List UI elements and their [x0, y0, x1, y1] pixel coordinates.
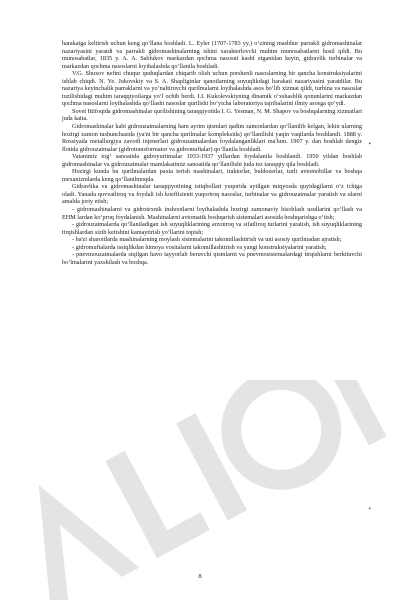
paragraph: - gidromashinalarni va gidrotexnik inshootlarni loyihalashda hozirgi zamonaviy hisoblash usullarini qo‘llash va EHM lardan ko‘proq foydalanish. Mashinalarni avtomatik boshqarish sistemalari asosida boshqarishga o‘tish; [62, 206, 362, 221]
watermark-letter-end [317, 380, 386, 446]
watermark-letter-i [176, 413, 247, 520]
paragraph: harakatga keltirish uchun keng qo‘llana boshladi. L. Eyler (1707-1783 yy.) o‘zining mashhur parrakli gidromashinalar nazariyasini yaratdi va parrakli gidromashinalarning ishini xarakterlovchi muhim munosabatlarni hosil qildi. Bu munosabatlar, 1835 y. A. A. Sablukov markazdan qochma nasosni kashf etganidan keyin, gidravlik turbinalar va markazdan qochma nasoslarni loyihalashda qo‘llanila boshladi. [62, 40, 362, 70]
paragraph: - gidrouzatmalarda qo‘llaniladigan ish suyuqliklarining arzonroq va sifatliroq turlarini yaratish, ish suyuqliklarining tirqishlardan sizib ketishini kamaytirish yo‘llarini topish; [62, 221, 362, 236]
paragraph: Sovet Ittifoqida gidromashinalar qurilishining taraqqiyotida I. G. Yesman, N. M. Shapov va boshqalarning xizmatlari juda katta. [62, 107, 362, 123]
margin-mark: • [368, 505, 371, 513]
paragraph: - gidromuftalarda issiqlikdan himoya vositalarni takomillashtirish va yangi konstruksiyalarini yaratish; [72, 243, 327, 251]
paragraph: V.G. Shuxov neftni chuqur quduqlardan chiqarib olish uchun porshenli nasoslarning bir qancha konstruksiyalarini ishlab chiqdi. N. Ye. Jukovskiy va S. A. Shapliginlar qanotlarning suyuqlikdagi harakati nazariyasini yaratdilar. Bu nazariya keyinchalik parraklarni va yo‘naltiruvchi qurilmalarni loyihalashda asos bo‘lib xizmat qildi, turbina va nasoslar tuzilishidagi muhim taraqqiyotlarga yo‘l ochib berdi. I.I. Kukolevskiyning dinamik o‘xshashlik qonunlarini markazdan qochma nasoslarni loyihalashda qo‘llashi nasoslar qurilishi bo‘yicha laboratoriya tajribalarini ilmiy asosga qo‘ydi. [62, 70, 362, 108]
watermark-letter-l [105, 451, 176, 558]
body-text [62, 40, 362, 266]
watermark-letter-o [214, 380, 349, 497]
watermark-letter-a [0, 462, 139, 600]
paragraph: Vatanimiz tog‘ sanoatida gidroyuritmalar 1933-1937 yillardan foydalanila boshlandi. 1950 yildan boshlab gidromashinalar va gidrouzatmalar mamlakatimiz sanoatida qo‘llanilishi juda tez taraqqiy qila boshladi. [62, 153, 362, 168]
paragraph: - pnevmouzatmalarda siqilgan havo tayyorlab beruvchi qismlarni va pnevmosistemalardagi tirqishlarni berkituvchi bo‘lmalarini yaxshilash va boshqa. [62, 251, 362, 266]
paragraph: Hozirgi kunda bu qurilmalardan paxta terish mashinalari, traktorlar, buldozerlar, turli avtomobillar va boshqa mexanizmlarda keng qo‘llanilmoqda. [62, 168, 362, 183]
paragraph: - ba'zi sharoitlarda mashinalarning moylash sistemalarini takomillashtirish va uni asosiy qurilmadan ajratish; [72, 236, 342, 244]
watermark-letter-l-foot [148, 512, 210, 558]
paragraph: Gidravlika va gidromashinalar taraqqiyotining istiqbollari yuqorida aytilgan miqyosda quyidagilarni o‘z ichiga oladi. Yanada quvvatliroq va foydali ish koeffisienti yuqoriroq nasoslar, turbinalar va gidrouzatmalar yaratish va ularni amalda joriy etish; [62, 183, 362, 206]
margin-mark: • [368, 140, 371, 148]
page-number: 8 [198, 573, 202, 580]
diagonal-watermark-graphic [0, 380, 401, 600]
paragraph: Gidromashinalar kabi gidrouzatmalarning ham ayrim qismlari qadim zamonlardan qo‘llanilib kelgan, lekin ularning hozirgi zamon tushunchasida (ya'ni bir qancha qurilmalar kompleksida) qo‘llanilishi yaqin vaqtlarda boshlandi. 1888 y. Rossiyada metallurgiya zavodi injenerlari gidrouzatmalardan foydalanganliklari ma'lum. 1907 y. dan boshlab dengiz flotida gidrouzatmalar (gidrotransformator va gidromuftalar) qo‘llanila boshladi. [62, 123, 362, 153]
